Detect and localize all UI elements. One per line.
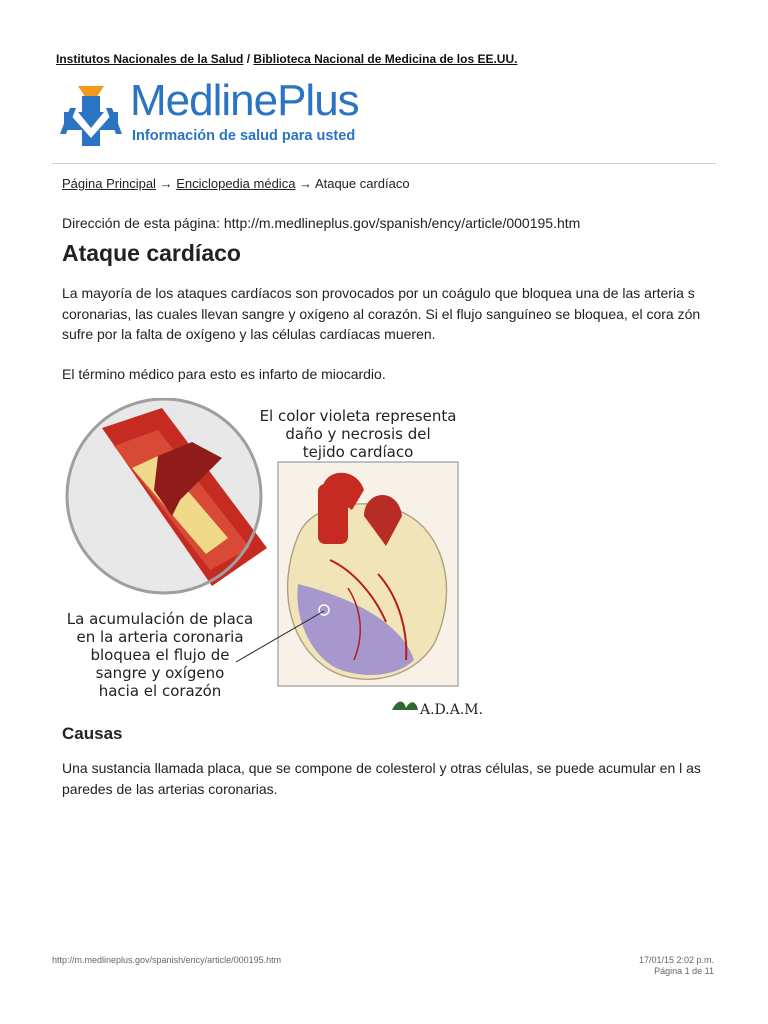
header-divider	[52, 163, 716, 164]
plaque-label-line-2: en la arteria coronaria	[76, 628, 244, 646]
breadcrumb-arrow: →	[155, 176, 177, 191]
breadcrumb-home-link[interactable]: Página Principal	[62, 176, 156, 191]
breadcrumb-current: Ataque cardíaco	[314, 176, 410, 191]
institutes-separator: /	[243, 52, 254, 66]
plaque-label-line-3: bloquea el flujo de	[90, 646, 230, 664]
violet-label-line-1: El color violeta representa	[259, 407, 457, 425]
footer-datetime-page	[639, 955, 714, 977]
artery-cross-section	[67, 399, 267, 593]
page-address: Dirección de esta página: http://m.medlineplus.gov/spanish/ency/article/000195.htm	[62, 215, 581, 231]
footer-datetime: 17/01/15 2:02 p.m.	[638, 955, 714, 965]
breadcrumb-arrow: →	[295, 176, 315, 191]
logo-tagline: Información de salud para usted	[132, 128, 356, 144]
medlineplus-mark-icon	[56, 84, 126, 148]
logo-wordmark: MedlinePlus	[130, 76, 359, 125]
intro-paragraph: La mayoría de los ataques cardíacos son provocados por un coágulo que bloquea una de las arteria s coronarias, las cuales llevan sangre y oxígeno al corazón. Si el flujo sanguíneo se bloquea, el cora zón sufre por la falta de oxígeno y las células cardíacas mueren.	[62, 285, 701, 342]
adam-credit-text: A.D.A.M.	[420, 702, 482, 718]
violet-label-line-2: daño y necrosis del	[285, 425, 431, 443]
illustration-svg	[62, 398, 482, 718]
medlineplus-logo[interactable]	[56, 76, 396, 152]
footer-page-number: Página 1 de 11	[654, 966, 714, 976]
footer-url: http://m.medlineplus.gov/spanish/ency/article/000195.htm	[52, 955, 282, 965]
heart-drawing	[278, 462, 458, 686]
plaque-label-line-1: La acumulación de placa	[66, 610, 254, 628]
causes-heading: Causas	[62, 724, 123, 743]
violet-label-line-3: tejido cardíaco	[302, 443, 414, 461]
library-link[interactable]: Biblioteca Nacional de Medicina de los EE.UU.	[253, 52, 518, 66]
breadcrumb-encyclopedia-link[interactable]: Enciclopedia médica	[176, 176, 296, 191]
plaque-label-line-4: sangre y oxígeno	[95, 664, 225, 682]
heart-attack-illustration	[62, 398, 482, 718]
medical-term-paragraph: El término médico para esto es infarto de miocardio.	[62, 366, 386, 382]
page-title: Ataque cardíaco	[62, 240, 241, 266]
causes-paragraph: Una sustancia llamada placa, que se compone de colesterol y otras células, se puede acumular en l as paredes de las arterias coronarias.	[62, 760, 701, 797]
institutes-link[interactable]: Institutos Nacionales de la Salud	[56, 52, 244, 66]
adam-leaf-icon	[392, 702, 418, 711]
plaque-label-line-5: hacia el corazón	[98, 682, 222, 700]
breadcrumb	[62, 176, 410, 191]
adam-credit	[392, 702, 482, 719]
institutes-links	[56, 52, 517, 66]
